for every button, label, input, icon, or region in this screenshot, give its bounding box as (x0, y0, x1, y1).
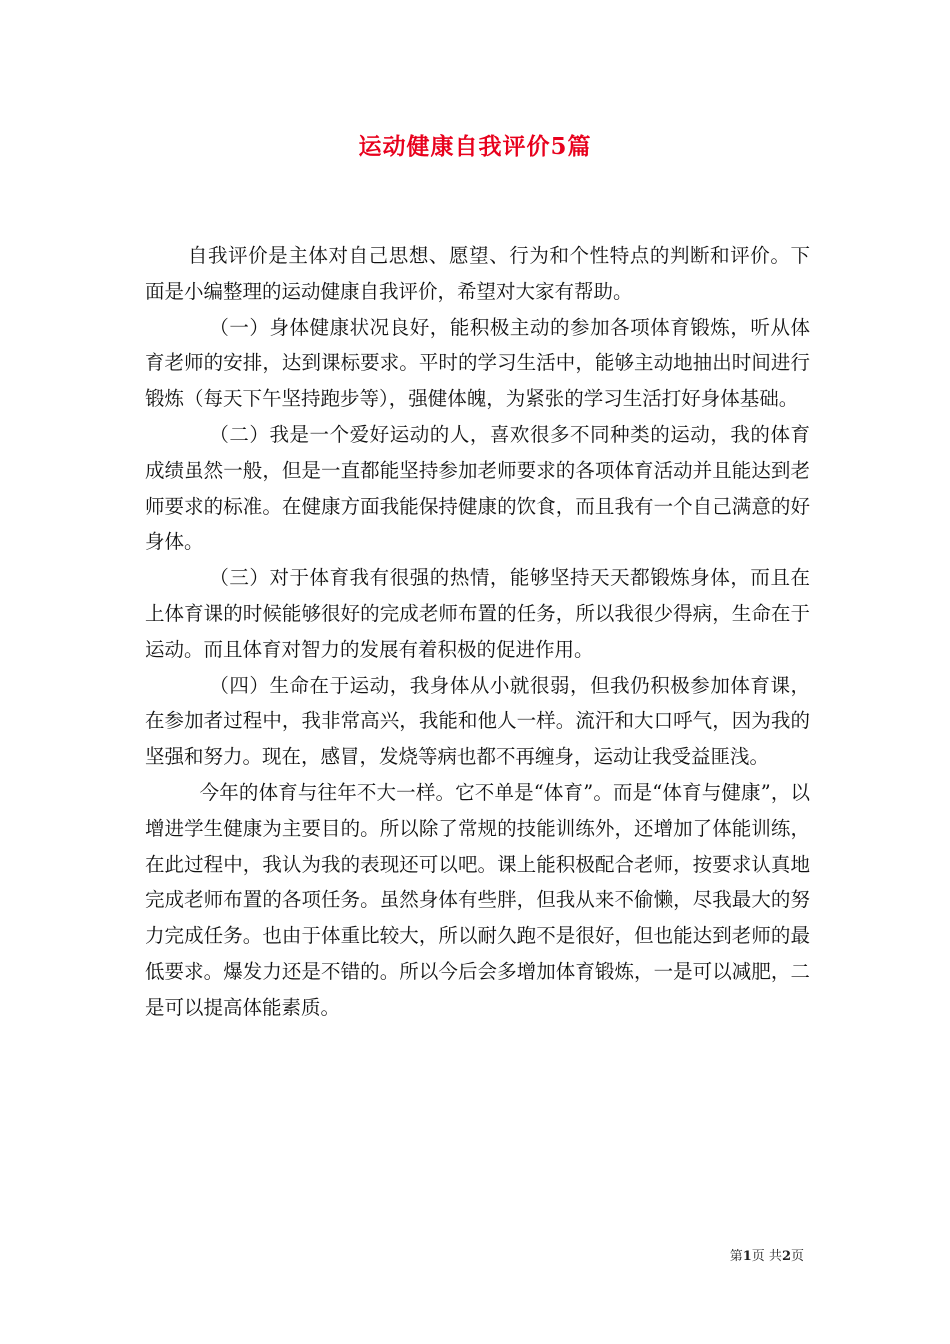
paragraph-item-1: （一）身体健康状况良好，能积极主动的参加各项体育锻炼，听从体育老师的安排，达到课标要求。平时的学习生活中，能够主动地抽出时间进行锻炼（每天下午坚持跑步等），强健体魄，为紧张的学习生活打好身体基础。 (145, 315, 810, 411)
page-footer (730, 1245, 804, 1264)
page-title: 运动健康自我评价5篇 (358, 133, 592, 160)
total-pages-number: 2 (781, 1249, 791, 1264)
footer-prefix: 第 (729, 1249, 743, 1264)
footer-suffix: 页 (790, 1249, 804, 1264)
paragraph-item-3: （三）对于体育我有很强的热情，能够坚持天天都锻炼身体，而且在上体育课的时候能够很好的完成老师布置的任务，所以我很少得病，生命在于运动。而且体育对智力的发展有着积极的促进作用。 (145, 566, 810, 661)
document-body (145, 238, 810, 1026)
paragraph-item-4: （四）生命在于运动，我身体从小就很弱，但我仍积极参加体育课，在参加者过程中，我非常高兴，我能和他人一样。流汗和大口呼气，因为我的坚强和努力。现在，感冒，发烧等病也都不再缠身，运动让我受益匪浅。 (145, 673, 810, 769)
paragraph-item-5: 今年的体育与往年不大一样。它不单是“体育”。而是“体育与健康”，以增进学生健康为主要目的。所以除了常规的技能训练外，还增加了体能训练，在此过程中，我认为我的表现还可以吧。课上能积极配合老师，按要求认真地完成老师布置的各项任务。虽然身体有些胖，但我从来不偷懒，尽我最大的努力完成任务。也由于体重比较大，所以耐久跑不是很好，但也能达到老师的最低要求。爆发力还是不错的。所以今后会多增加体育锻炼，一是可以减肥，二是可以提高体能素质。 (145, 780, 810, 1019)
paragraph-intro: 自我评价是主体对自己思想、愿望、行为和个性特点的判断和评价。下面是小编整理的运动健康自我评价，希望对大家有帮助。 (145, 244, 810, 303)
current-page-number: 1 (742, 1249, 752, 1264)
paragraph-item-2: （二）我是一个爱好运动的人，喜欢很多不同种类的运动，我的体育成绩虽然一般，但是一直都能坚持参加老师要求的各项体育活动并且能达到老师要求的标准。在健康方面我能保持健康的饮食，而且我有一个自己满意的好身体。 (145, 422, 810, 554)
footer-middle: 页 共 (751, 1249, 782, 1264)
